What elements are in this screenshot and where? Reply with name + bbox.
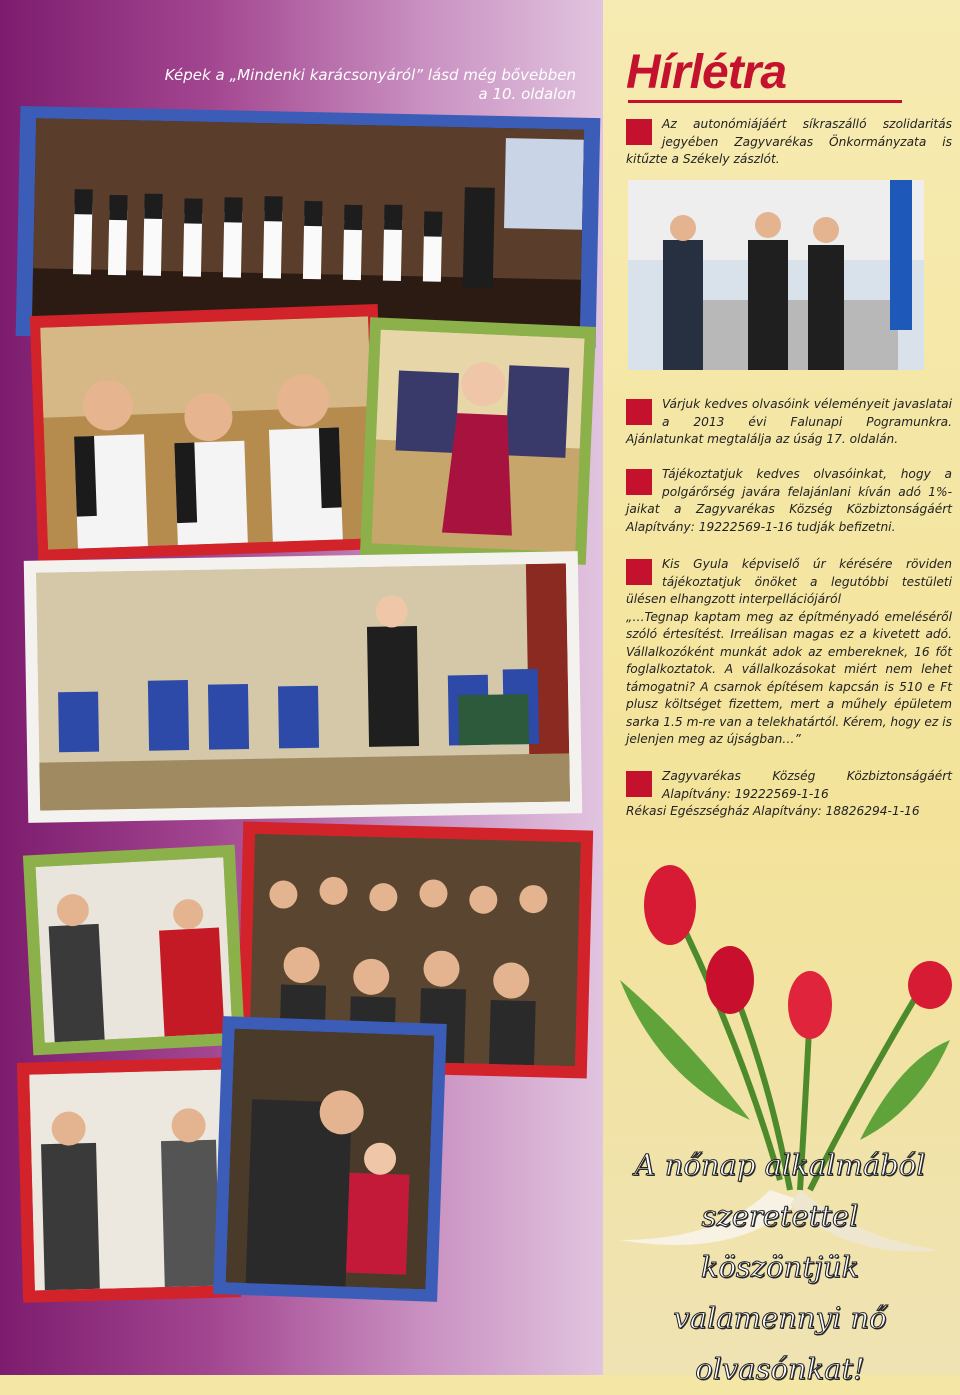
news-item-4-quote: „…Tegnap kaptam meg az építményadó emeléséről szóló értesítést. Irreálisan magas ez a kivetett adó. Vállalkozóként munkát adok az embereknek, 16 főt foglalkoztatok. A vállalkozásokat miért nem lehet támogatni? A csarnok építésem kapcsán is 510 e Ft plusz költséget fizettem, mert a műhely épületem sarka 1.5 m-re van a telekhatártól. Kérem, hogy ez is jelenjen meg az újságban…” [626,609,952,746]
photo-man-girl [226,1029,435,1290]
photo-orchestra [36,563,570,810]
stage-dance-image [32,118,584,335]
page-title: Hírlétra [626,46,787,99]
news-item-3 [626,466,952,536]
caption-line-1: Képek a „Mindenki karácsonyáról” lásd még bővebben [164,66,576,84]
bullet-icon [626,399,652,425]
bullet-icon [626,559,652,585]
photo-flag-raising [628,180,924,370]
greeting-line-1: A nőnap alkalmából [634,1148,926,1182]
photo-girl [371,330,584,553]
news-item-1-text: Az autonómiájáért síkraszálló szolidaritás jegyében Zagyvarékas Önkormányzata is kitűzte a Székely zászlót. [626,117,952,166]
flag-raising-image [628,180,924,370]
photo-stage-dance [32,118,584,335]
photo-handshake [29,1069,229,1290]
news-item-3-text: Tájékoztatjuk kedves olvasóinkat, hogy a polgárőrség javára felajánlani kíván adó 1%-jaikat a Zagyvarékas Község Közbiztonságáért Alapítvány: 19222569-1-16 tudják befizetni. [626,467,952,534]
news-item-4 [626,556,952,749]
news-item-5-text: Zagyvarékas Község Közbiztonságáért Alapítvány: 19222569-1-16 [662,769,952,801]
caption-line-2: a 10. oldalon [478,85,576,103]
orchestra-image [36,563,570,810]
gift-image [36,857,233,1043]
girl-image [371,330,584,553]
greeting-line-4: olvasónkat! [695,1352,865,1386]
news-item-2-text: Várjuk kedves olvasóink véleményeit javaslatai a 2013 évi Falunapi Pogramunkra. Ajánlatunkat megtalálja az úság 17. oldalán. [626,397,952,446]
greeting-line-2: szeretettel köszöntjük [700,1199,860,1284]
news-item-5 [626,768,952,821]
bullet-icon [626,469,652,495]
news-item-5-extra: Rékasi Egészségház Alapítvány: 18826294-1-16 [626,804,920,818]
photo-children [40,316,376,549]
title-rule [628,100,902,103]
children-image [40,316,376,549]
greeting-line-3: valamennyi nő [673,1301,887,1335]
man-girl-image [226,1029,435,1290]
photo-caption [120,66,576,104]
photo-gift [36,857,233,1043]
news-item-1 [626,116,952,169]
news-item-2 [626,396,952,449]
bullet-icon [626,119,652,145]
greeting-text [620,1140,940,1395]
news-item-4-text: Kis Gyula képviselő úr kérésére röviden tájékoztatjuk önöket a legutóbbi testületi ülésen elhangzott interpellációjáról [626,557,952,606]
bullet-icon [626,771,652,797]
handshake-image [29,1069,229,1290]
